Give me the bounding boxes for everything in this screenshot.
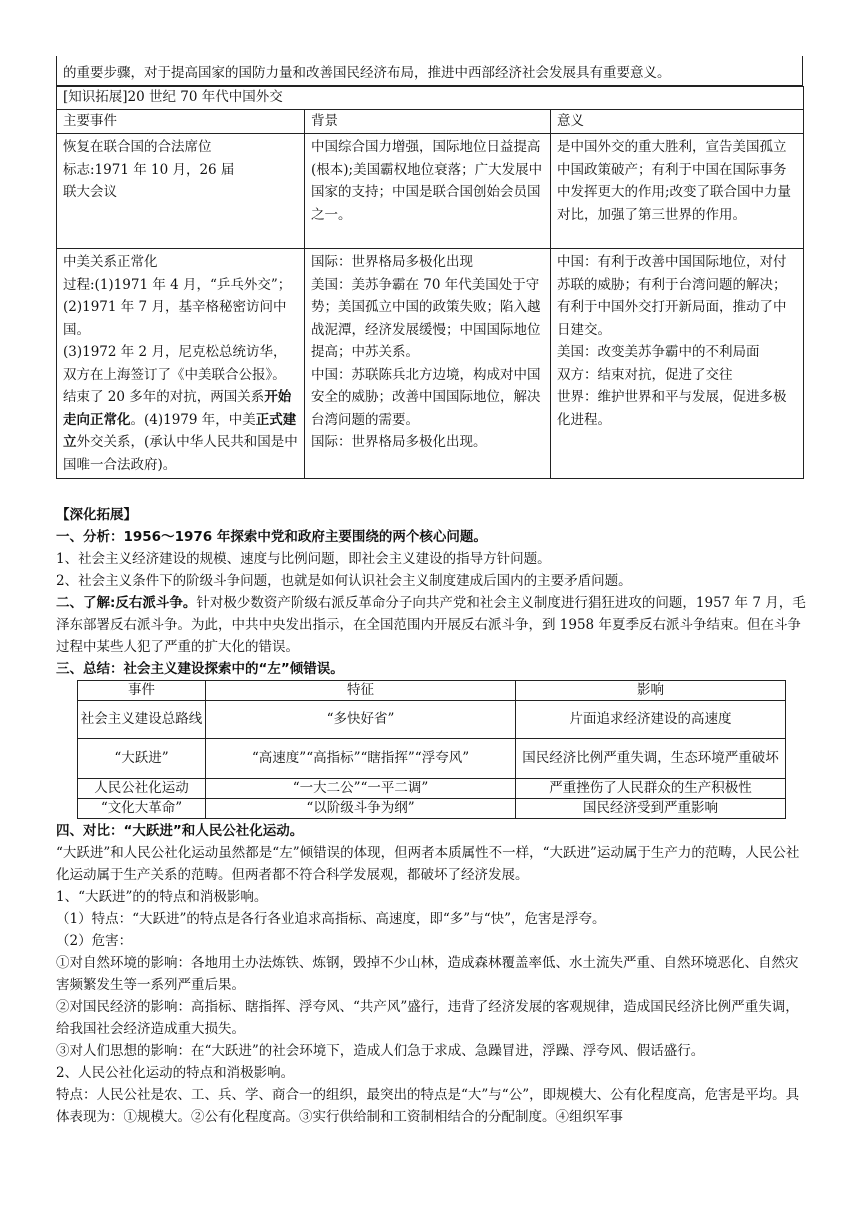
- bg-line: 美国：美苏争霸在 70 年代美国处于守势；美国孤立中国的政策失败；陷入越战泥潭，经济发展缓慢；中国国际地位提高；中苏关系。: [311, 276, 541, 360]
- event-title: 中美关系正常化: [63, 254, 158, 270]
- deepening-section-bottom: [56, 820, 806, 1128]
- bg-line: 中国：苏联陈兵北方边境，构成对中国安全的威胁；改善中国国际地位，解决台湾问题的需要。: [311, 366, 541, 428]
- subsection-title-2: 二、了解:反右派斗争。: [56, 595, 197, 611]
- subsection-2: [56, 592, 806, 658]
- text-run: 外交关系，(承认中华人民共和国是中国唯一合法政府)。: [63, 434, 298, 473]
- paragraph: 特点：人民公社是农、工、兵、学、商合一的组织，最突出的特点是“大”与“公”，即规模大、公有化程度高，危害是平均。具体表现为：①规模大。②公有化程度高。③实行供给制和工资制相结合的分配制度。④组织军事: [56, 1087, 800, 1125]
- table-cell: 国民经济受到严重影响: [516, 799, 786, 819]
- text-run: (3)1972 年 2 月，尼克松总统访华，双方在上海签订了《中美联合公报》。结束了 20 多年的对抗，两国关系: [63, 344, 287, 405]
- paragraph: （1）特点：“大跃进”的特点是各行各业追求高指标、高速度，即“多”与“快”，危害是浮夸。: [56, 911, 606, 927]
- header-impact: 影响: [516, 681, 786, 701]
- subsection-title-4: 四、对比：“大跃进”和人民公社化运动。: [56, 823, 304, 839]
- event-process-2: [63, 341, 298, 476]
- sig-line: 双方：结束对抗，促进了交往: [557, 366, 733, 383]
- event-line: 恢复在联合国的合法席位: [63, 139, 212, 155]
- table-row: [78, 739, 786, 779]
- event-cell-un: [57, 134, 305, 249]
- background-cell-un: 中国综合国力增强，国际地位日益提高(根本);美国霸权地位衰落；广大发展中国家的支持；中国是联合国创始会员国之一。: [305, 134, 551, 249]
- table-cell: “文化大革命”: [78, 799, 206, 819]
- table-row: [78, 799, 786, 819]
- significance-cell-sino-us: [551, 249, 804, 479]
- significance-cell-un: 是中国外交的重大胜利，宣告美国孤立中国政策破产；有利于中国在国际事务中发挥更大的作用;改变了联合国中力量对比，加强了第三世界的作用。: [551, 134, 804, 249]
- header-significance: 意义: [551, 110, 804, 134]
- table-cell: 社会主义建设总路线: [78, 701, 206, 739]
- event-line: 标志:1971 年 10 月，26 届: [63, 161, 235, 178]
- subsection-2-text: 针对极少数资产阶级右派反革命分子向共产党和社会主义制度进行猖狂进攻的问题，1957 年 7 月，毛泽东部署反右派斗争。为此，中共中央发出指示，在全国范围内开展反右派斗争，到 1958 年夏季反右派斗争结束。但在斗争过程中某些人犯了严重的扩大化的错误。: [56, 595, 806, 655]
- list-item: 1、社会主义经济建设的规模、速度与比例问题，即社会主义建设的指导方针问题。: [56, 551, 551, 567]
- table-cell: 严重挫伤了人民群众的生产积极性: [516, 779, 786, 799]
- table-row: [78, 779, 786, 799]
- sig-line: 世界：维护世界和平与发展，促进多极化进程。: [557, 389, 787, 428]
- event-process: 过程:(1)1971 年 4 月，“乒乓外交”；(2)1971 年 7 月，基辛格秘密访问中国。: [63, 276, 292, 338]
- table-cell: 人民公社化运动: [78, 779, 206, 799]
- paragraph: ③对人们思想的影响：在“大跃进”的社会环境下，造成人们急于求成、急躁冒进，浮躁、浮夸风、假话盛行。: [56, 1043, 705, 1059]
- deepening-section-top: [56, 504, 806, 680]
- paragraph: 1、“大跃进”的的特点和消极影响。: [56, 889, 268, 905]
- paragraph: （2）危害：: [56, 933, 133, 949]
- table-row: [57, 134, 804, 249]
- table-cell: “高速度”“高指标”“瞎指挥”“浮夸风”: [206, 739, 516, 779]
- subsection-title-3: 三、总结：社会主义建设探索中的“左”倾错误。: [56, 661, 344, 677]
- event-line: 联大会议: [63, 184, 117, 200]
- table-cell: “大跃进”: [78, 739, 206, 779]
- table-title: [知识拓展]20 世纪 70 年代中国外交: [57, 87, 804, 110]
- foreign-policy-table: [56, 86, 804, 479]
- event-cell-sino-us: [57, 249, 305, 479]
- bg-line: 国际：世界格局多极化出现。: [311, 434, 487, 450]
- header-event: 主要事件: [57, 110, 305, 134]
- subsection-title-1: 一、分析：1956～1976 年探索中党和政府主要围绕的两个核心问题。: [56, 529, 487, 545]
- bg-line: 国际：世界格局多极化出现: [311, 254, 473, 270]
- table-row: [57, 249, 804, 479]
- continuation-text: 的重要步骤，对于提高国家的国防力量和改善国民经济布局，推进中西部经济社会发展具有重要意义。: [63, 65, 671, 81]
- table-cell: “一大二公”“一平二调”: [206, 779, 516, 799]
- header-event: 事件: [78, 681, 206, 701]
- left-error-table: [77, 680, 786, 819]
- table-cell: “以阶级斗争为纲”: [206, 799, 516, 819]
- table-cell: 片面追求经济建设的高速度: [516, 701, 786, 739]
- paragraph: ②对国民经济的影响：高指标、瞎指挥、浮夸风、“共产风”盛行，违背了经济发展的客观规律，造成国民经济比例严重失调，给我国社会经济造成重大损失。: [56, 999, 799, 1037]
- continuation-cell: [56, 56, 803, 86]
- table-cell: 国民经济比例严重失调，生态环境严重破坏: [516, 739, 786, 779]
- sig-line: 美国：改变美苏争霸中的不利局面: [557, 344, 760, 360]
- paragraph: ①对自然环境的影响：各地用土办法炼铁、炼钢，毁掉不少山林，造成森林覆盖率低、水土流失严重、自然环境恶化、自然灾害频繁发生等一系列严重后果。: [56, 955, 799, 993]
- background-cell-sino-us: [305, 249, 551, 479]
- header-background: 背景: [305, 110, 551, 134]
- list-item: 2、社会主义条件下的阶级斗争问题，也就是如何认识社会主义制度建成后国内的主要矛盾问题。: [56, 573, 632, 589]
- bold-text: 开始走向正常化: [63, 389, 292, 428]
- paragraph: “大跃进”和人民公社化运动虽然都是“左”倾错误的体现，但两者本质属性不一样，“大跃进”运动属于生产力的范畴，人民公社化运动属于生产关系的范畴。但两者都不符合科学发展观，都破坏了经济发展。: [56, 845, 800, 883]
- bold-text: 正式建立: [63, 411, 297, 450]
- section-heading: 【深化拓展】: [56, 507, 137, 523]
- paragraph: 2、人民公社化运动的特点和消极影响。: [56, 1065, 295, 1081]
- text-run: 。(4)1979 年，中美: [130, 411, 256, 428]
- table-cell: “多快好省”: [206, 701, 516, 739]
- sig-line: 中国：有利于改善中国国际地位，对付苏联的威胁；有利于台湾问题的解决；有利于中国外交打开新局面，推动了中日建交。: [557, 254, 787, 338]
- table-row: [78, 701, 786, 739]
- header-feature: 特征: [206, 681, 516, 701]
